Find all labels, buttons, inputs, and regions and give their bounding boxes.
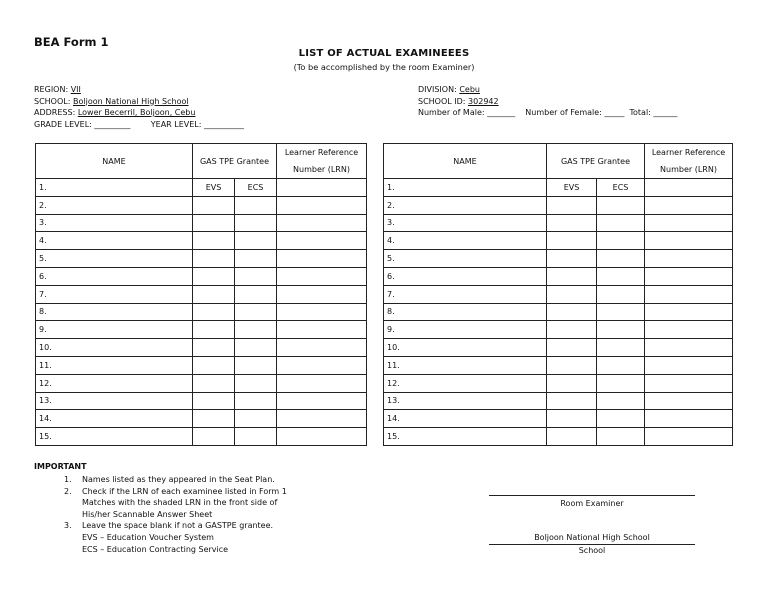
lrn-cell[interactable] [645, 428, 733, 446]
lrn-cell[interactable] [645, 321, 733, 339]
ecs-cell[interactable] [597, 303, 645, 321]
table-row [384, 410, 733, 428]
grantee-header: GAS TPE Grantee [193, 144, 277, 179]
evs-cell[interactable] [193, 232, 235, 250]
address-value: Lower Becerril, Boljoon, Cebu [77, 108, 196, 117]
division-line: DIVISION: Cebu [418, 85, 480, 94]
ecs-cell[interactable]: ECS [597, 179, 645, 197]
table-row [36, 303, 367, 321]
table-row [36, 410, 367, 428]
name-cell[interactable]: 12. [384, 374, 547, 392]
lrn-cell[interactable] [645, 250, 733, 268]
form-subtitle: (To be accomplished by the room Examiner) [293, 62, 475, 72]
lrn-cell[interactable] [645, 410, 733, 428]
school-id-line: SCHOOL ID: 302942 [418, 96, 499, 106]
evs-cell[interactable] [547, 356, 597, 374]
evs-cell[interactable] [547, 267, 597, 285]
table-row [36, 356, 367, 374]
school-label: School [578, 546, 606, 555]
ecs-cell[interactable] [235, 356, 277, 374]
lrn-cell[interactable] [645, 214, 733, 232]
important-notes [64, 474, 287, 555]
evs-cell[interactable] [193, 214, 235, 232]
grade-level: GRADE LEVEL: _________ [34, 119, 131, 129]
table-row [36, 321, 367, 339]
name-cell[interactable]: 3. [36, 214, 193, 232]
female-count: Number of Female: _____ [525, 108, 625, 117]
ecs-cell[interactable] [235, 392, 277, 410]
name-cell[interactable]: 14. [36, 410, 193, 428]
name-cell[interactable]: 9. [36, 321, 193, 339]
table-row [384, 392, 733, 410]
ecs-cell[interactable] [597, 321, 645, 339]
ecs-cell[interactable] [597, 392, 645, 410]
ecs-cell[interactable] [597, 374, 645, 392]
note-2-cont-a: Matches with the shaded LRN in the front side of [82, 498, 278, 508]
lrn-cell[interactable] [277, 374, 367, 392]
lrn-cell[interactable] [277, 303, 367, 321]
table-row [384, 267, 733, 285]
table-row [36, 267, 367, 285]
ecs-cell[interactable] [597, 250, 645, 268]
lrn-cell[interactable] [277, 428, 367, 446]
lrn-cell[interactable] [277, 267, 367, 285]
ecs-cell[interactable] [597, 285, 645, 303]
lrn-cell[interactable] [277, 410, 367, 428]
lrn-cell[interactable] [277, 339, 367, 357]
name-cell[interactable]: 1. [36, 179, 193, 197]
evs-cell[interactable] [547, 196, 597, 214]
table-row [36, 392, 367, 410]
year-level: YEAR LEVEL: __________ [150, 119, 244, 129]
name-cell[interactable]: 2. [36, 196, 193, 214]
ecs-cell[interactable] [235, 196, 277, 214]
region-value: VII [70, 85, 81, 94]
table-row [384, 232, 733, 250]
evs-cell[interactable] [193, 374, 235, 392]
ecs-cell[interactable] [235, 285, 277, 303]
table-row [384, 321, 733, 339]
school-info-right [418, 84, 677, 119]
name-cell[interactable]: 6. [36, 267, 193, 285]
school-name: Boljoon National High School [534, 533, 650, 542]
evs-cell[interactable] [193, 410, 235, 428]
region-line: REGION: VII [34, 85, 81, 94]
lrn-cell[interactable] [277, 285, 367, 303]
table-row [36, 232, 367, 250]
school-id-value: 302942 [468, 96, 499, 106]
ecs-cell[interactable] [235, 250, 277, 268]
name-cell[interactable]: 4. [36, 232, 193, 250]
school-info-left [34, 84, 244, 130]
name-cell[interactable]: 4. [384, 232, 547, 250]
table-row [384, 428, 733, 446]
important-heading: IMPORTANT [34, 462, 87, 471]
male-count: Number of Male: _______ [418, 108, 516, 117]
lrn-cell[interactable] [645, 267, 733, 285]
count-line [418, 107, 677, 119]
name-cell[interactable]: 14. [384, 410, 547, 428]
evs-cell[interactable] [193, 250, 235, 268]
evs-cell[interactable] [193, 356, 235, 374]
table-row [36, 179, 367, 197]
name-cell[interactable]: 13. [36, 392, 193, 410]
table-row [36, 339, 367, 357]
ecs-cell[interactable] [597, 356, 645, 374]
examinee-table-left [35, 143, 367, 446]
evs-cell[interactable] [547, 321, 597, 339]
evs-cell[interactable] [547, 428, 597, 446]
ecs-cell[interactable] [235, 214, 277, 232]
ecs-cell[interactable] [597, 410, 645, 428]
name-cell[interactable]: 1. [384, 179, 547, 197]
note-2-cont-b: His/her Scannable Answer Sheet [82, 509, 213, 519]
name-cell[interactable]: 3. [384, 214, 547, 232]
school-line: SCHOOL: Boljoon National High School [34, 96, 189, 106]
name-cell[interactable]: 5. [384, 250, 547, 268]
evs-cell[interactable] [193, 392, 235, 410]
evs-cell[interactable]: EVS [193, 179, 235, 197]
name-cell[interactable]: 6. [384, 267, 547, 285]
evs-cell[interactable] [193, 285, 235, 303]
lrn-cell[interactable] [277, 392, 367, 410]
evs-cell[interactable] [193, 267, 235, 285]
evs-cell[interactable] [193, 321, 235, 339]
lrn-cell[interactable] [277, 179, 367, 197]
examinee-table-right [383, 143, 733, 446]
lrn-cell[interactable] [277, 232, 367, 250]
name-cell[interactable]: 5. [36, 250, 193, 268]
table-row [384, 179, 733, 197]
lrn-cell[interactable] [645, 303, 733, 321]
evs-cell[interactable]: EVS [547, 179, 597, 197]
table-row [384, 250, 733, 268]
name-header: NAME [384, 144, 547, 179]
total-count: Total: ______ [629, 108, 678, 117]
table-row [384, 356, 733, 374]
table-row [36, 285, 367, 303]
evs-cell[interactable] [193, 339, 235, 357]
evs-definition: EVS – Education Voucher System [82, 532, 214, 542]
address-line: ADDRESS: Lower Becerril, Boljoon, Cebu [34, 108, 196, 117]
lrn-cell[interactable] [645, 392, 733, 410]
evs-cell[interactable] [547, 232, 597, 250]
ecs-cell[interactable] [597, 339, 645, 357]
evs-cell[interactable] [547, 339, 597, 357]
table-row [384, 374, 733, 392]
evs-cell[interactable] [193, 428, 235, 446]
lrn-header: Learner Reference Number (LRN) [277, 144, 367, 179]
evs-cell[interactable] [547, 392, 597, 410]
evs-cell[interactable] [193, 303, 235, 321]
name-cell[interactable]: 7. [36, 285, 193, 303]
ecs-cell[interactable] [235, 339, 277, 357]
ecs-cell[interactable] [235, 232, 277, 250]
ecs-cell[interactable] [235, 303, 277, 321]
table-row [384, 339, 733, 357]
table-row [36, 214, 367, 232]
name-cell[interactable]: 12. [36, 374, 193, 392]
name-cell[interactable]: 7. [384, 285, 547, 303]
ecs-cell[interactable] [597, 232, 645, 250]
table-row [384, 303, 733, 321]
ecs-definition: ECS – Education Contracting Service [82, 544, 229, 554]
lrn-cell[interactable] [645, 285, 733, 303]
table-row [384, 214, 733, 232]
school-signature-line [489, 544, 695, 545]
evs-cell[interactable] [547, 410, 597, 428]
lrn-cell[interactable] [645, 374, 733, 392]
name-cell[interactable]: 9. [384, 321, 547, 339]
room-examiner-signature-line [489, 495, 695, 496]
table-row [36, 428, 367, 446]
lrn-header: Learner Reference Number (LRN) [645, 144, 733, 179]
name-cell[interactable]: 11. [384, 356, 547, 374]
name-cell[interactable]: 11. [36, 356, 193, 374]
table-row [36, 374, 367, 392]
note-2: 2. Check if the LRN of each examinee listed in Form 1 [64, 486, 287, 496]
ecs-cell[interactable] [235, 267, 277, 285]
lrn-cell[interactable] [645, 232, 733, 250]
school-value: Boljoon National High School [72, 96, 189, 106]
lrn-cell[interactable] [645, 339, 733, 357]
table-row [36, 196, 367, 214]
evs-cell[interactable] [547, 250, 597, 268]
table-row [384, 196, 733, 214]
evs-cell[interactable] [547, 374, 597, 392]
name-cell[interactable]: 13. [384, 392, 547, 410]
table-row [36, 250, 367, 268]
lrn-cell[interactable] [645, 356, 733, 374]
form-number: BEA Form 1 [34, 35, 109, 49]
lrn-cell[interactable] [277, 356, 367, 374]
lrn-cell[interactable] [645, 179, 733, 197]
evs-cell[interactable] [193, 196, 235, 214]
name-header: NAME [36, 144, 193, 179]
evs-cell[interactable] [547, 214, 597, 232]
name-cell[interactable]: 10. [36, 339, 193, 357]
evs-cell[interactable] [547, 303, 597, 321]
ecs-cell[interactable] [235, 428, 277, 446]
name-cell[interactable]: 10. [384, 339, 547, 357]
form-title: LIST OF ACTUAL EXAMINEEES [298, 48, 470, 59]
division-value: Cebu [459, 85, 480, 94]
name-cell[interactable]: 15. [384, 428, 547, 446]
room-examiner-label: Room Examiner [560, 499, 624, 508]
table-row [384, 285, 733, 303]
level-line [34, 119, 244, 131]
lrn-cell[interactable] [277, 321, 367, 339]
lrn-cell[interactable] [277, 250, 367, 268]
ecs-cell[interactable] [597, 214, 645, 232]
name-cell[interactable]: 8. [384, 303, 547, 321]
ecs-cell[interactable] [235, 321, 277, 339]
note-1: 1. Names listed as they appeared in the Seat Plan. [64, 475, 275, 484]
ecs-cell[interactable] [597, 428, 645, 446]
ecs-cell[interactable]: ECS [235, 179, 277, 197]
note-3: 3. Leave the space blank if not a GASTPE grantee. [64, 521, 274, 531]
ecs-cell[interactable] [235, 374, 277, 392]
name-cell[interactable]: 15. [36, 428, 193, 446]
name-cell[interactable]: 8. [36, 303, 193, 321]
lrn-cell[interactable] [277, 214, 367, 232]
name-cell[interactable]: 2. [384, 196, 547, 214]
ecs-cell[interactable] [597, 196, 645, 214]
lrn-cell[interactable] [645, 196, 733, 214]
evs-cell[interactable] [547, 285, 597, 303]
lrn-cell[interactable] [277, 196, 367, 214]
ecs-cell[interactable] [235, 410, 277, 428]
ecs-cell[interactable] [597, 267, 645, 285]
grantee-header: GAS TPE Grantee [547, 144, 645, 179]
